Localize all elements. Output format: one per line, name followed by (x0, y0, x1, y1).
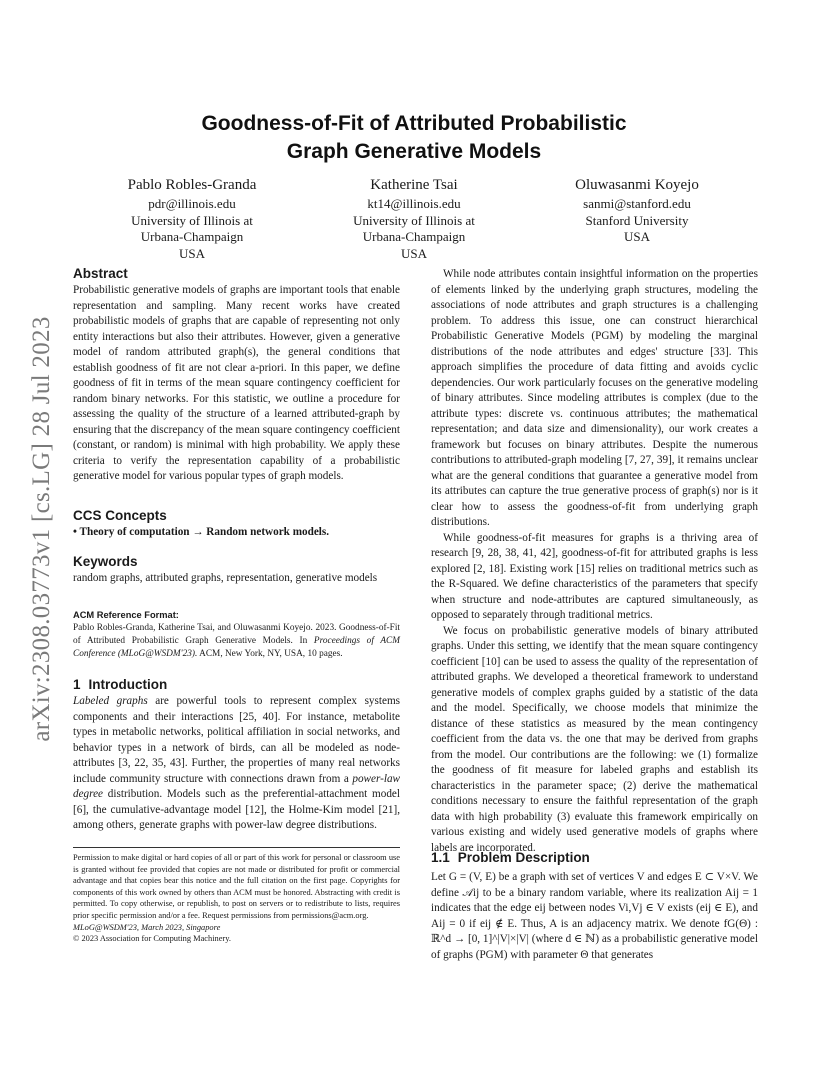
acm-ref-post: ACM, New York, NY, USA, 10 pages. (197, 649, 343, 659)
author-email: pdr@illinois.edu (148, 196, 236, 211)
keywords-heading: Keywords (73, 554, 138, 569)
author-block-1 (92, 176, 292, 262)
keywords-section (73, 553, 400, 587)
introduction-heading (73, 676, 400, 694)
author-name: Pablo Robles-Granda (127, 177, 257, 193)
abstract-heading: Abstract (73, 266, 128, 281)
body-paragraph: While goodness-of-fit measures for graphs is a thriving area of research [9, 28, 38, 41, 42], goodness-of-fit for attributed graphs is less explored [2, 18]. Existing work [15] relies on traditional metrics such as the R-Squared. We define characteristics of the parameters that specify when structure and node-attributes are captured simultaneously, as opposed to separately through traditional metrics. (431, 531, 758, 621)
arxiv-id-text: arXiv:2308.03773v1 [cs.LG] 28 Jul 2023 (28, 315, 55, 742)
subsection-heading (431, 849, 758, 867)
author-affiliation: Urbana-Champaign (140, 229, 244, 244)
problem-description-section (431, 849, 758, 963)
author-name: Katherine Tsai (370, 177, 458, 193)
acm-reference-label: ACM Reference Format: (73, 610, 179, 620)
copyright-footnote (73, 847, 400, 945)
ccs-concepts-section (73, 507, 400, 541)
author-name: Oluwasanmi Koyejo (575, 177, 699, 193)
copyright-line: © 2023 Association for Computing Machinery. (73, 934, 231, 944)
subsection-number: 1.1 (431, 850, 450, 865)
intro-text-1: are powerful tools to represent complex systems components and their interactions [25, 40]. For instance, metabolite types in metabolic networks, political affiliation in social networks, and behavior types in a network of birds, can all be modeled as node-attributes [3, 22, 35, 43]. Further, the properties of many real networks include community structure with connections drawn from a (73, 695, 401, 785)
intro-lead-italic: Labeled graphs (73, 695, 148, 707)
acm-reference-section (73, 609, 400, 661)
author-affiliation: University of Illinois at (353, 212, 475, 228)
author-country: USA (178, 245, 205, 261)
arxiv-identifier-stamp (22, 296, 62, 761)
subsection-title: Problem Description (457, 850, 590, 865)
author-country: USA (400, 245, 427, 261)
body-paragraph: We focus on probabilistic generative models of binary attributed graphs. Under this setting, we identify that the mean square contingency coefficient [10] can be used to assess the quality of the representation of attributed graphs. We developed a theoretical framework to understand generative models of complex graphs guided by a statistic of the data and the model. Specifically, we choose models that minimize the distance of these statistics as measured by the mean contingency coefficient from the data vs. the one that may be derived from graphs from the model. Our contributions are the following: we (1) formalize the goodness of fit measure for labeled graphs and establish its characteristics in the parameter space; (2) derive the mathematical conditions necessary to ensure the faithful representation of the graph data with high probability (3) evaluate this framework empirically on various existing and widely used generative models of graphs where labels are incorporated. (431, 624, 758, 854)
author-block-2 (314, 176, 514, 262)
intro-italic-2: power-law degree (73, 772, 400, 800)
acm-ref-proceedings: Proceedings of ACM Conference (MLoG@WSDM'23). (73, 636, 400, 659)
title-line-2: Graph Generative Models (286, 140, 542, 163)
introduction-paragraph (73, 694, 400, 834)
author-affiliation: Urbana-Champaign (362, 229, 466, 244)
permission-notice: Permission to make digital or hard copies of all or part of this work for personal or classroom use is granted without fee provided that copies are not made or distributed for profit or commercial advantage and that copies bear this notice and the full citation on the first page. Copyrights for components of this work owned by others than ACM must be honored. Abstracting with credit is permitted. To copy otherwise, or republish, to post on servers or to redistribute to lists, requires prior specific permission and/or a fee. Request permissions from permissions@acm.org. (73, 853, 400, 920)
problem-description-text: Let G = (V, E) be a graph with set of vertices V and edges E ⊂ V×V. We define 𝒜ij to be a binary random variable, where its realization Aij = 1 indicates that the edge eij between nodes Vi,Vj ∈ V exists (eij ∈ E), and Aij = 0 if eij ∉ E. Thus, A is an adjacency matrix. We denote fG(Θ) : ℝ^d → [0, 1]^|V|×|V| (where d ∈ ℕ) as a probabilistic generative model of graphs (PGM) with parameter Θ that generates (431, 871, 758, 961)
body-paragraph: While node attributes contain insightful information on the properties of elements linked by the underlying graph structures, modeling the associations of node attributes and graph structures is a challenging problem. To address this issue, one can construct hierarchical Probabilistic Generative Models (PGM) by modeling the marginal distributions of the node attributes and edges' structure [33]. This approach simplifies the procedure of data fitting and avoids cyclic dependencies. Our work particularly focuses on the generative modeling of binary attributes. Since modeling attributes is complex (due to the attribute types: discrete vs. continuous attributes; the mathematical representation; and data size and dimensionality), our work creates a framework but focuses on binary attributes. Despite the numerous contributions to attributed-graph modeling [7, 27, 39], it remains unclear what are the general conditions that guarantee a generative model from its attributes can capture the true generative process of graph(s) nor is it clear how to assess the goodness-of-fit from underlying graph distributions. (431, 268, 758, 528)
author-affiliation: USA (623, 229, 650, 244)
intro-text-2: distribution. Models such as the preferential-attachment model [6], the cumulative-advantage model [12], the Holme-Kim model [21], among others, generate graphs with power-law degree distributions. (73, 788, 400, 831)
section-title: Introduction (88, 677, 168, 692)
author-affiliation: Stanford University (585, 212, 689, 228)
title-line-1: Goodness-of-Fit of Attributed Probabilistic (201, 112, 627, 135)
acm-reference-text (73, 622, 400, 661)
paper-title (140, 110, 688, 166)
abstract-text: Probabilistic generative models of graphs are important tools that enable representation and sampling. Many recent works have created probabilistic models of graphs that are capable of representing not only entity interactions but also their attributes. However, given a generative model of random attributed graph(s), the general conditions that establish goodness of fit are not clear a-priori. In this paper, we define goodness of fit in terms of the mean square contingency coefficient for random binary networks. For this statistic, we outline a procedure for assessing the quality of the structure of a learned attributed-graph by ensuring that the discrepancy of the mean square contingency coefficient (constant, or random) is minimal with high probability. We apply these criteria to verify the representation capability of a probabilistic generative model for various popular types of graph models. (73, 284, 400, 482)
venue-line: MLoG@WSDM'23, March 2023, Singapore (73, 922, 221, 932)
abstract-section (73, 265, 400, 485)
author-email: kt14@illinois.edu (367, 196, 461, 211)
right-column-intro-continuation (431, 267, 758, 856)
ccs-heading: CCS Concepts (73, 508, 167, 523)
keywords-text: random graphs, attributed graphs, representation, generative models (73, 572, 378, 584)
section-number: 1 (73, 677, 81, 692)
acm-ref-pre: Pablo Robles-Granda, Katherine Tsai, and Oluwasanmi Koyejo. 2023. Goodness-of-Fit of Attributed Probabilistic Graph Generative Models. In (73, 623, 400, 646)
introduction-section (73, 676, 400, 834)
author-affiliation: University of Illinois at (131, 212, 253, 228)
author-email: sanmi@stanford.edu (583, 196, 691, 211)
author-block-3 (537, 176, 737, 246)
ccs-text: • Theory of computation → Random network models. (73, 526, 330, 538)
